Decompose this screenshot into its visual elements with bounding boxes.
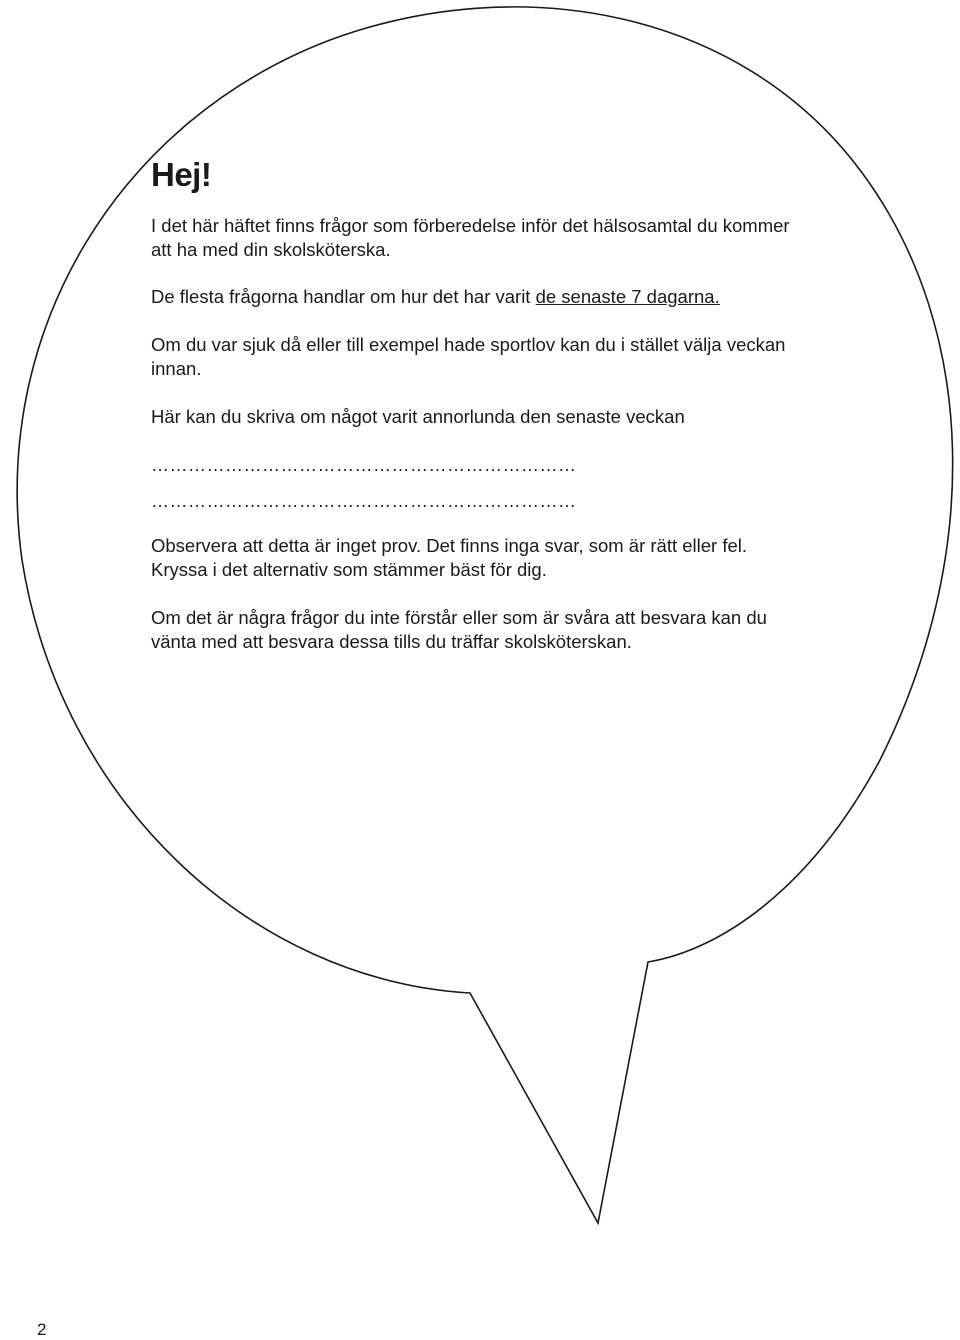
intro-paragraph: I det här häftet finns frågor som förberedelse inför det hälsosamtal du kommer att ha med din skolsköterska. xyxy=(151,215,790,260)
bubble-content xyxy=(151,150,811,654)
questions-paragraph xyxy=(151,285,811,309)
questions-underlined: de senaste 7 dagarna. xyxy=(535,286,720,307)
not-test-paragraph: Observera att detta är inget prov. Det finns inga svar, som är rätt eller fel. xyxy=(151,535,748,556)
page-title: Hej! xyxy=(151,156,212,193)
questions-prefix: De flesta frågorna handlar om hur det har varit xyxy=(151,286,536,307)
page-number: 2 xyxy=(37,1320,47,1339)
unclear-paragraph: Om det är några frågor du inte förstår eller som är svåra att besvara kan du vänta med att besvara dessa tills du träffar skolsköterskan. xyxy=(151,607,767,652)
write-prompt: Här kan du skriva om något varit annorlunda den senaste veckan xyxy=(151,406,685,427)
dotted-answer-line-1[interactable]: …………………………………………………………… xyxy=(151,455,577,475)
sick-paragraph: Om du var sjuk då eller till exempel hade sportlov kan du i stället välja veckan innan. xyxy=(151,334,786,379)
dotted-answer-line-2[interactable]: …………………………………………………………… xyxy=(151,491,577,511)
cross-paragraph: Kryssa i det alternativ som stämmer bäst för dig. xyxy=(151,559,547,580)
